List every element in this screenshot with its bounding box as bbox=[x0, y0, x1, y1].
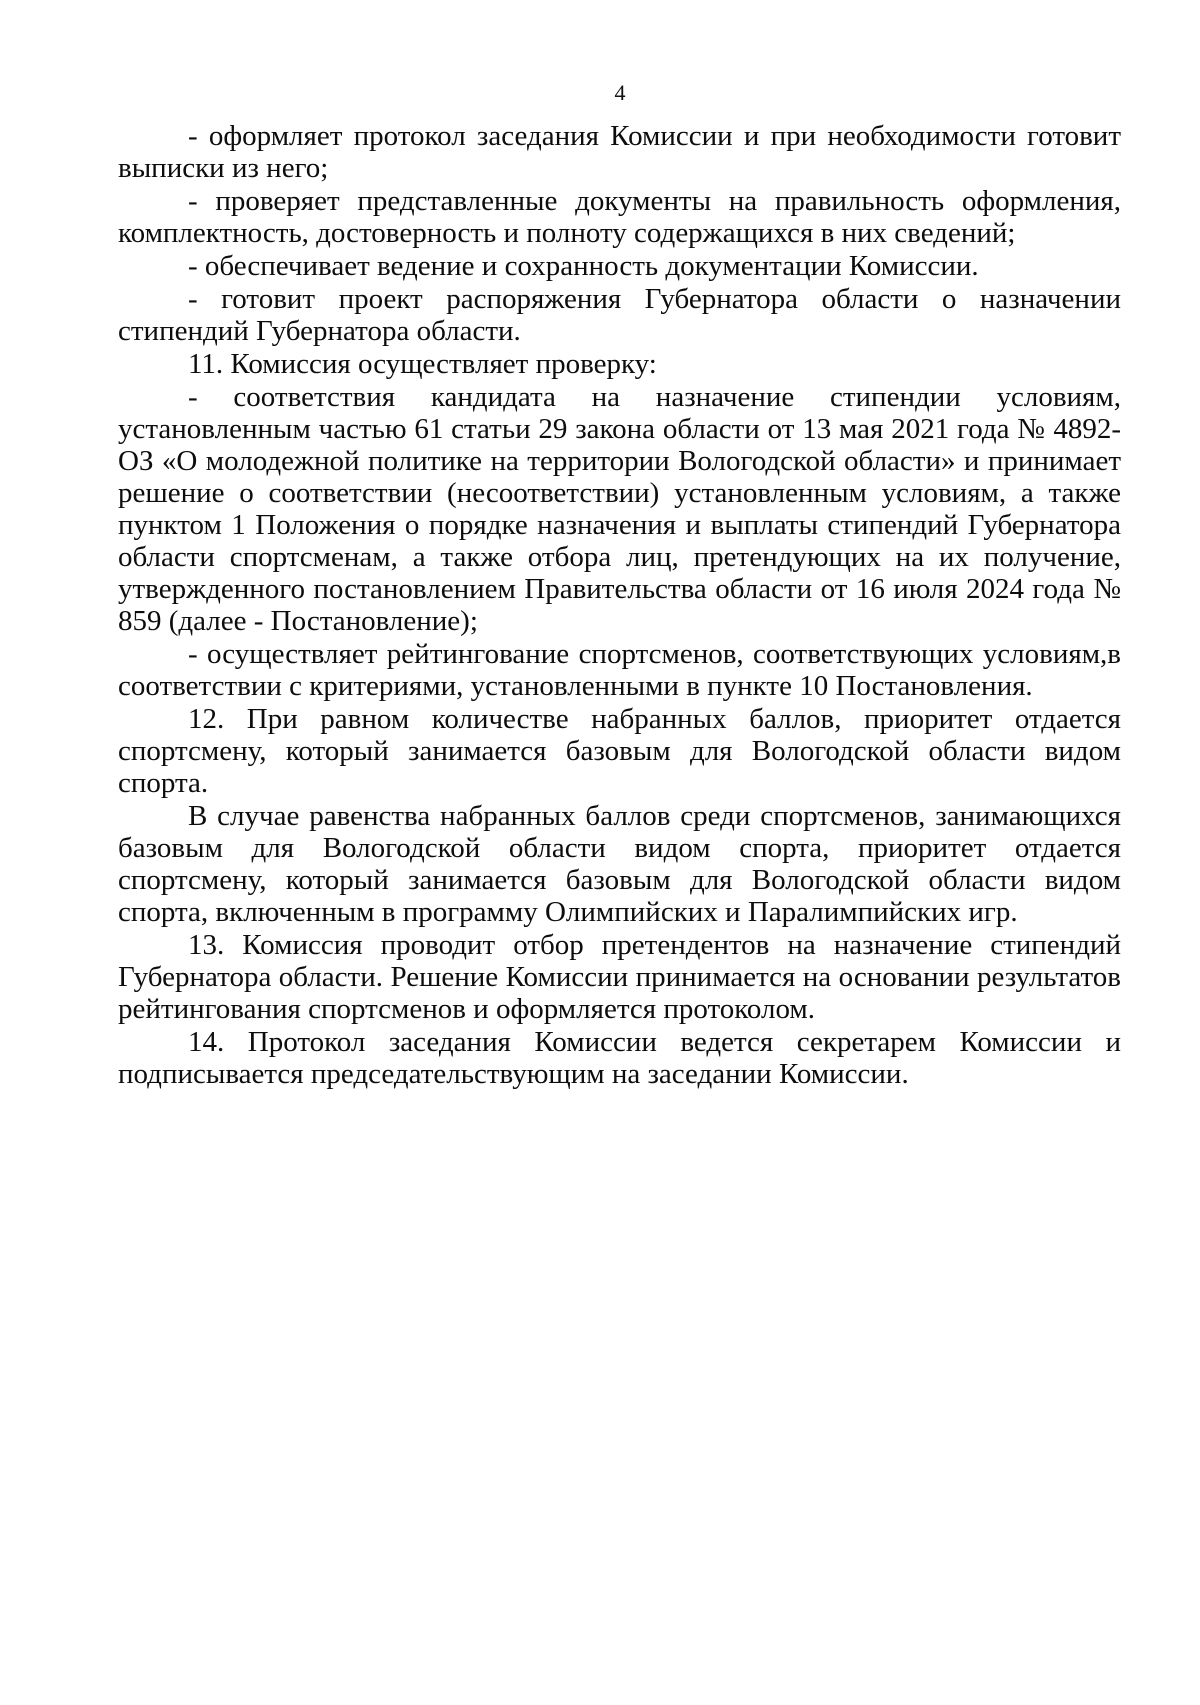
paragraph-item-11-compliance: - соответствия кандидата на назначение стипендии условиям, установленным частью 61 статьи 29 закона области от 13 мая 2021 года № 4892-ОЗ «О молодежной политике на территории Вологодской области» и принимает решение о соответствии (несоответствии) установленным условиям, а также пунктом 1 Положения о порядке назначения и выплаты стипендий Губернатора области спортсменам, а также отбора лиц, претендующих на их получение, утвержденного постановлением Правительства области от 16 июля 2024 года № 859 (далее - Постановление); bbox=[118, 381, 1121, 637]
paragraph-secretary-protocol: - оформляет протокол заседания Комиссии и при необходимости готовит выписки из него; bbox=[118, 120, 1121, 184]
paragraph-secretary-draft-order: - готовит проект распоряжения Губернатора области о назначении стипендий Губернатора области. bbox=[118, 283, 1121, 347]
paragraph-item-11-rating: - осуществляет рейтингование спортсменов, соответствующих условиям,в соответствии с критериями, установленными в пункте 10 Постановления. bbox=[118, 638, 1121, 702]
paragraph-item-13: 13. Комиссия проводит отбор претендентов на назначение стипендий Губернатора области. Решение Комиссии принимается на основании результатов рейтингования спортсменов и оформляется протоколом. bbox=[118, 929, 1121, 1025]
page-number: 4 bbox=[614, 80, 626, 105]
document-body bbox=[118, 120, 1121, 1091]
paragraph-item-14: 14. Протокол заседания Комиссии ведется секретарем Комиссии и подписывается председательствующим на заседании Комиссии. bbox=[118, 1026, 1121, 1090]
paragraph-item-11: 11. Комиссия осуществляет проверку: bbox=[188, 348, 657, 380]
paragraph-item-12: 12. При равном количестве набранных баллов, приоритет отдается спортсмену, который занимается базовым для Вологодской области видом спорта. bbox=[118, 703, 1121, 799]
paragraph-secretary-records: - обеспечивает ведение и сохранность документации Комиссии. bbox=[188, 250, 979, 282]
paragraph-secretary-check-documents: - проверяет представленные документы на правильность оформления, комплектность, достоверность и полноту содержащихся в них сведений; bbox=[118, 185, 1121, 249]
paragraph-item-12-tie: В случае равенства набранных баллов среди спортсменов, занимающихся базовым для Вологодской области видом спорта, приоритет отдается спортсмену, который занимается базовым для Вологодской области видом спорта, включенным в программу Олимпийских и Паралимпийских игр. bbox=[118, 800, 1121, 928]
